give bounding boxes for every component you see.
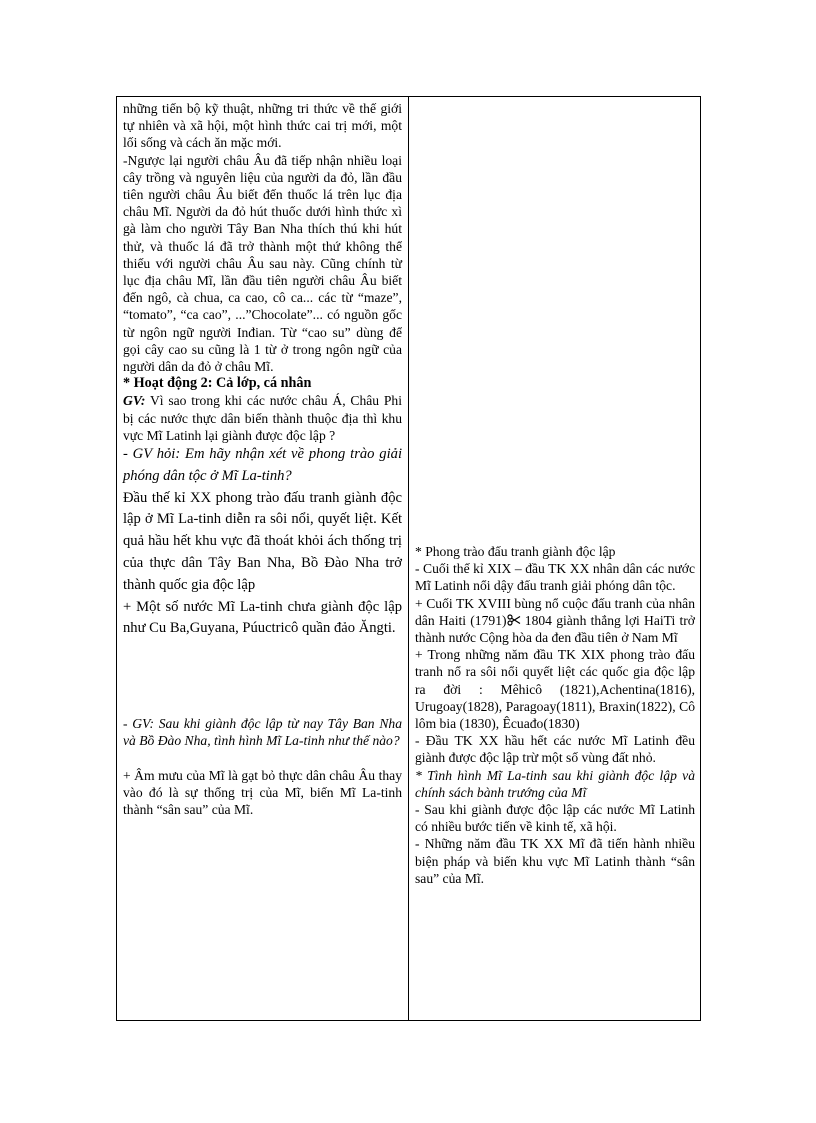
scissors-icon	[507, 614, 521, 626]
gv-label: GV:	[123, 393, 146, 409]
heading-after-independence: * Tình hình Mĩ La-tinh sau khi giành độc lập và chính sách bành trướng của Mĩ	[415, 767, 695, 800]
teacher-question-3: - GV: Sau khi giành độc lập từ nay Tây Ban Nha và Bồ Đào Nha, tình hình Mĩ La-tinh như thế nào?	[123, 716, 402, 749]
answer-us-plot: + Âm mưu của Mĩ là gạt bỏ thực dân châu Âu thay vào đó là sự thống trị của Mĩ, biến Mĩ La-tinh thành “sân sau” của Mĩ.	[123, 767, 402, 818]
gv-question-text: Vì sao trong khi các nước châu Á, Châu Phi bị các nước thực dân biến thành thuộc địa thì khu vực Mĩ Latinh lại giành được độc lập ?	[123, 393, 402, 443]
teacher-question-1	[123, 392, 402, 444]
text-cultural-exchange: những tiến bộ kỹ thuật, những tri thức về thế giới tự nhiên và xã hội, một hình thức cai trị mới, một lối sống và cách ăn mặc mới.	[123, 101, 402, 151]
heading-independence-movement: * Phong trào đấu tranh giành độc lập	[415, 544, 616, 559]
text-european-adoption: -Ngược lại người châu Âu đã tiếp nhận nhiều loại cây trồng và nguyên liệu của người da đỏ, lần đầu tiên người châu Âu biết đến thuốc lá trên lục địa châu Mĩ. Người da đỏ hút thuốc dưới hình thức xì gà làm cho người Tây Ban Nha thích thú khi hút thử, và thuốc lá đã trở thành một thứ không thể thiếu với người châu Âu sau này. Cũng chính từ lục địa châu Mĩ, lần đầu tiên người châu Âu biết đến ngô, cà chua, ca cao, cô ca... các từ “maze”, “tomato”, “ca cao”, ...”Chocolate”... có nguồn gốc từ ngôn ngữ người Inđian. Từ “cao su” dùng để gọi cây cao su cũng là 1 từ ở trong ngôn ngữ của người dân da đỏ ở châu Mĩ.	[123, 152, 402, 375]
teacher-question-2: - GV hỏi: Em hãy nhận xét về phong trào giải phóng dân tộc ở Mĩ La-tinh?	[123, 446, 402, 484]
answer-not-independent: + Một số nước Mĩ La-tinh chưa giành độc lập như Cu Ba,Guyana, Púuctricô quần đảo Ăngti.	[123, 598, 402, 637]
text-late-19th-century: - Cuối thế kỉ XIX – đầu TK XX nhân dân các nước Mĩ Latinh nổi dậy đấu tranh giải phóng dân tộc.	[415, 561, 695, 594]
text-haiti-part2: 1804 giành thắng lợi HaiTi trở thành nước Cộng hòa da đen đầu tiên ở Nam Mĩ	[415, 612, 695, 646]
lesson-table	[116, 96, 701, 1021]
text-haiti-part1: + Cuối TK XVIII bùng nổ cuộc đấu tranh của nhân dân Haiti (1791)	[415, 595, 695, 628]
content-column	[409, 543, 701, 887]
text-haiti	[415, 595, 695, 647]
text-us-backyard: - Những năm đầu TK XX Mĩ đã tiến hành nhiều biện pháp và biến khu vực Mĩ Latinh thành “sân sau” của Mĩ.	[415, 836, 695, 886]
text-early-19th-century: + Trong những năm đầu TK XIX phong trào đấu tranh nổ ra sôi nổi quyết liệt các quốc gia độc lập ra đời : Mêhicô (1821),Achentina(1816), Urugoay(1828), Paragoay(1811), Braxin(1822), Cô lôm bia (1830), Êcuađo(1830)	[415, 647, 695, 732]
activity-column	[117, 97, 408, 818]
answer-movement: Đầu thế kỉ XX phong trào đấu tranh giành độc lập ở Mĩ La-tinh diễn ra sôi nổi, quyết liệt. Kết quả hầu hết khu vực đã thoát khỏi ách thống trị của thực dân Tây Ban Nha, Bồ Đào Nha trở thành quốc gia độc lập	[123, 489, 402, 593]
text-economic-progress: - Sau khi giành được độc lập các nước Mĩ Latinh có nhiều bước tiến về kinh tế, xã hội.	[415, 802, 695, 835]
text-early-20th-century: - Đầu TK XX hầu hết các nước Mĩ Latinh đều giành được độc lập trừ một số vùng đất nhỏ.	[415, 733, 695, 766]
heading-activity-2: * Hoạt động 2: Cả lớp, cá nhân	[123, 375, 312, 392]
